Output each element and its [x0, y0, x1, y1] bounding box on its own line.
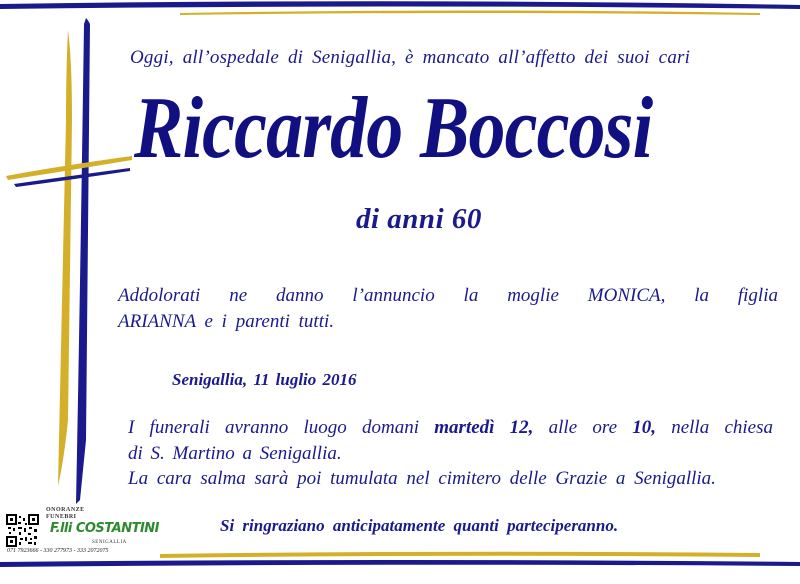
logo-funebri: FUNEBRI: [46, 514, 77, 520]
funeral-text-e: nella chiesa: [655, 417, 773, 438]
funeral-line-3: La cara salma sarà poi tumulata nel cimitero delle Grazie a Senigallia.: [128, 468, 716, 489]
announcement-line-1: Addolorati ne danno l’annuncio la moglie MONICA, la figlia: [118, 285, 778, 306]
deceased-name: Riccardo Boccosi: [134, 80, 653, 177]
funeral-text-c: alle ore: [533, 417, 633, 438]
funeral-hour: 10,: [632, 417, 656, 438]
logo-phones: 071 7923666 - 330 277973 - 333 2072075: [7, 548, 109, 554]
funeral-text-a: I funerali avranno luogo domani: [128, 417, 435, 438]
logo-city: SENIGALLIA: [92, 540, 127, 545]
funeral-line-2: di S. Martino a Senigallia.: [128, 443, 342, 464]
qr-code-icon: [6, 514, 39, 547]
thanks-text: Si ringraziano anticipatamente quanti parteciperanno.: [220, 516, 619, 535]
deceased-age: di anni 60: [356, 203, 482, 235]
funeral-line-1: [128, 415, 773, 441]
announcement-line-2: ARIANNA e i parenti tutti.: [118, 311, 335, 332]
intro-text: Oggi, all’ospedale di Senigallia, è mancato all’affetto dei suoi cari: [130, 47, 691, 68]
bottom-decorative-rule: [0, 548, 800, 568]
logo-onoranze: ONORANZE: [46, 507, 85, 513]
funeral-day: martedì 12,: [434, 417, 534, 438]
logo-brand: F.lli COSTANTINI: [50, 521, 160, 536]
dateline: Senigallia, 11 luglio 2016: [172, 370, 357, 389]
